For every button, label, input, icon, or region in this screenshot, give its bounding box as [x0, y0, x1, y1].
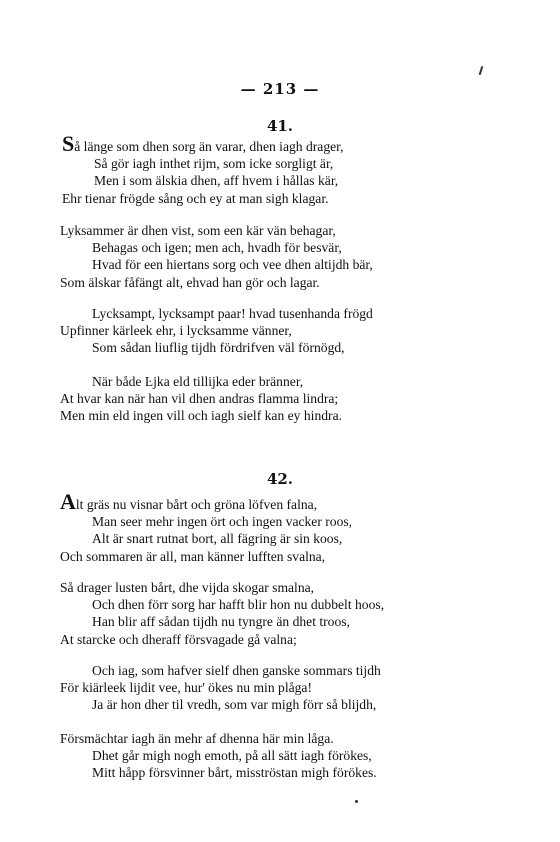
verse-line: Lycksampt, lycksampt paar! hvad tusenhanda frögd: [92, 306, 373, 321]
stanza: [60, 489, 530, 565]
verse-line: För kiärleek lijdit vee, hur' ökes nu min plåga!: [60, 680, 312, 696]
ink-speck: [355, 800, 358, 803]
verse-line: Så gör iagh inthet rijm, som icke sorgligt är,: [94, 156, 334, 172]
stanza: [60, 579, 530, 648]
verse-line: Som älskar fåfängt alt, ehvad han gör och lagar.: [60, 274, 320, 290]
stanza: [60, 662, 530, 714]
verse-line: Behagas och igen; men ach, hvadh för besvär,: [92, 240, 342, 256]
verse-line: Alt är snart rutnat bort, all fägring är sin koos,: [92, 531, 343, 547]
verse-line: [60, 489, 530, 514]
poem-number: 41.: [266, 117, 294, 135]
verse-line: Försmächtar iagh än mehr af dhenna här min låga.: [60, 731, 334, 746]
verse-line: Lyksammer är dhen vist, som een kär vän behagar,: [60, 223, 336, 238]
verse-line: Dhet går migh nogh emoth, på all sätt iagh förökes,: [92, 748, 372, 764]
stanza: [60, 730, 530, 782]
poem-number: 42.: [266, 470, 294, 488]
verse-line: Och dhen förr sorg har hafft blir hon nu dubbelt hoos,: [92, 597, 385, 613]
verse-line: Man seer mehr ingen ört och ingen vacker roos,: [92, 514, 353, 530]
verse-line: Som sådan liuflig tijdh fördrifven väl förnögd,: [92, 340, 345, 356]
verse-line: At hvar kan när han vil dhen andras flamma lindra;: [60, 391, 339, 407]
verse-line: Och sommaren är all, man känner lufften svalna,: [60, 548, 326, 564]
verse-line: Han blir aff sådan tijdh nu tyngre än dhet troos,: [92, 614, 350, 630]
verse-line: Ehr tienar frögde sång och ey at man sigh klagar.: [62, 190, 329, 206]
verse-line: Upfinner kärleek ehr, i lycksamme vänner,: [60, 323, 292, 339]
verse-line: När både Ŀjka eld tillijka eder bränner,: [92, 374, 304, 389]
stanza: [60, 373, 530, 425]
verse-line: Men min eld ingen vill och iagh sielf kan ey hindra.: [60, 408, 343, 424]
verse-line-rest: lt gräs nu visnar bårt och gröna löfven falna,: [75, 497, 318, 512]
verse-line-rest: å länge som dhen sorg än varar, dhen iagh drager,: [74, 139, 344, 154]
verse-line: [62, 131, 532, 156]
drop-initial: A: [60, 489, 76, 514]
verse-line: Och iag, som hafver sielf dhen ganske sommars tijdh: [92, 663, 381, 678]
stanza: [62, 131, 532, 207]
verse-line: Hvad för een hiertans sorg och vee dhen altijdh bär,: [92, 257, 373, 273]
stanza: [60, 305, 530, 357]
verse-line: Mitt håpp försvinner bårt, misströstan migh förökes.: [92, 765, 377, 781]
drop-initial: S: [62, 131, 75, 156]
stanza: [60, 222, 530, 291]
page-number: — 213 —: [240, 80, 320, 98]
verse-line: Så drager lusten bårt, dhe vijda skogar smalna,: [60, 580, 315, 595]
ink-speck: [479, 66, 483, 75]
verse-line: Ja är hon dher til vredh, som var migh förr så blijdh,: [92, 697, 377, 713]
verse-line: Men i som älskia dhen, aff hvem i hållas kär,: [94, 173, 339, 189]
verse-line: At starcke och dheraff försvagade gå valna;: [60, 631, 297, 647]
